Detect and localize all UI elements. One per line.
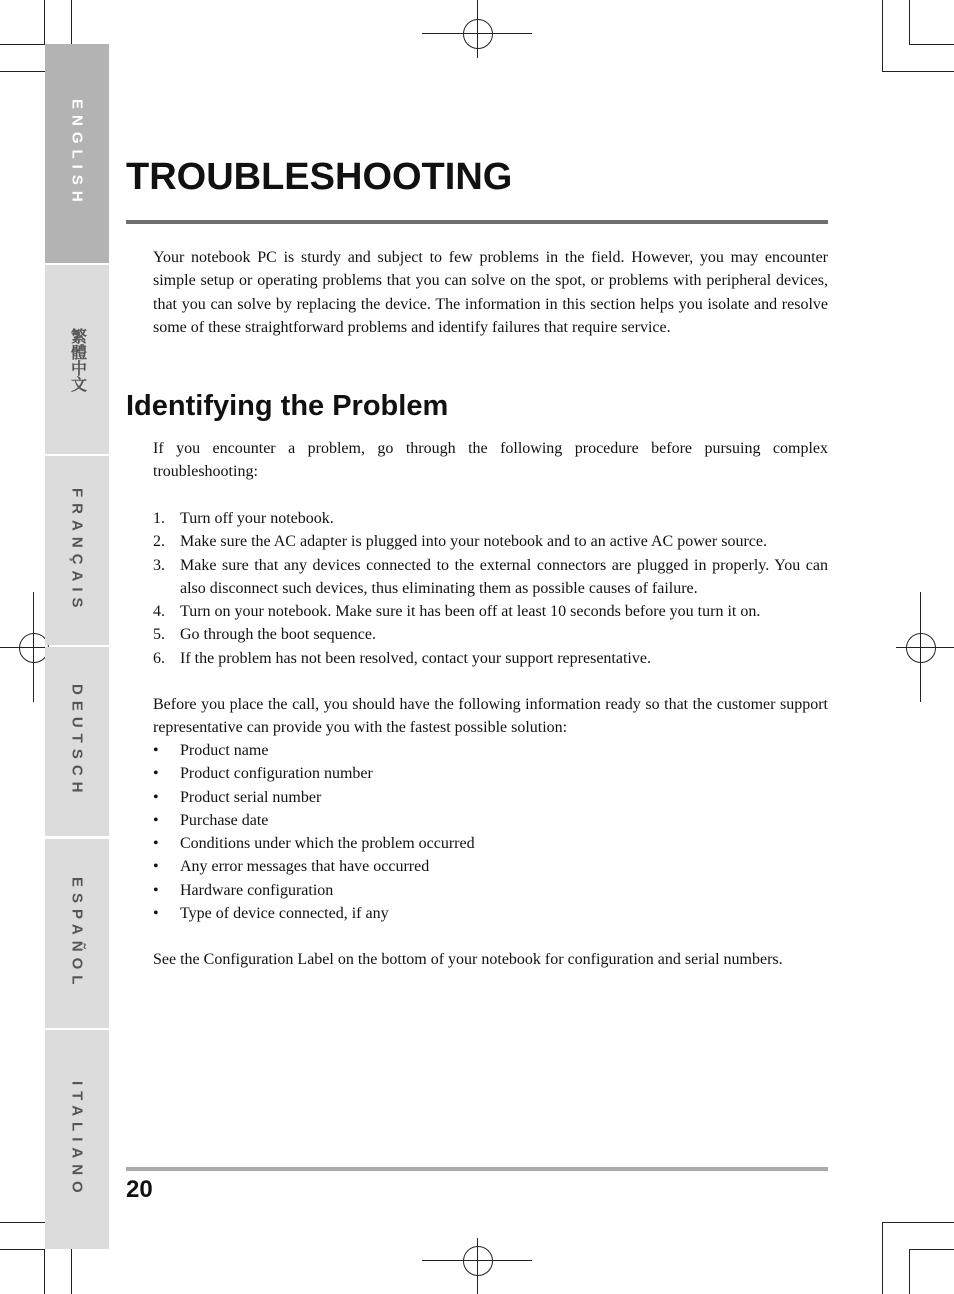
- bullet-icon: •: [153, 788, 159, 806]
- bullet-icon: •: [153, 858, 159, 876]
- list-item: [153, 786, 828, 809]
- bullet-text: Product configuration number: [180, 765, 373, 783]
- registration-circle: [906, 633, 936, 663]
- list-item: [153, 809, 828, 832]
- crop-mark: [44, 1249, 45, 1294]
- call-intro-paragraph: Before you place the call, you should have the following information ready so that the customer support representative can provide you with the fastest possible solution:: [153, 696, 828, 737]
- tab-label: FRANÇAIS: [68, 487, 86, 614]
- language-tabs: [45, 44, 109, 1249]
- registration-circle: [463, 19, 493, 49]
- tab-traditional-chinese[interactable]: [45, 265, 109, 454]
- bullet-icon: •: [153, 811, 159, 829]
- step-text: Turn on your notebook. Make sure it has been off at least 10 seconds before you turn it on.: [180, 603, 761, 621]
- info-checklist: [153, 739, 828, 925]
- crop-mark: [909, 0, 910, 45]
- crop-mark: [882, 0, 883, 72]
- tab-label: 繁體中文: [68, 327, 86, 392]
- step-number: 1.: [153, 510, 165, 527]
- step-text: Turn off your notebook.: [180, 510, 334, 527]
- tab-label: ESPAÑOL: [68, 876, 86, 991]
- bullet-text: Type of device connected, if any: [180, 905, 389, 923]
- crop-mark: [882, 1222, 954, 1223]
- footer-divider: [126, 1167, 828, 1171]
- bullet-icon: •: [153, 742, 159, 759]
- step-number: 2.: [153, 533, 165, 551]
- crop-mark: [44, 0, 45, 45]
- list-item: [153, 554, 828, 601]
- section-intro: If you encounter a problem, go through the following procedure before pursuing complex troubleshooting:: [153, 440, 828, 481]
- step-number: 3.: [153, 556, 165, 574]
- step-number: 6.: [153, 649, 165, 667]
- crop-mark: [909, 1249, 910, 1294]
- step-number: 4.: [153, 603, 165, 621]
- list-item: [153, 600, 828, 623]
- list-item: [153, 855, 828, 878]
- bullet-icon: •: [153, 765, 159, 783]
- list-item: [153, 902, 828, 925]
- bullet-icon: •: [153, 905, 159, 923]
- tab-label: ITALIANO: [68, 1080, 86, 1199]
- tab-english[interactable]: [45, 44, 109, 263]
- tab-label: ENGLISH: [68, 99, 86, 208]
- page-number: 20: [126, 1176, 153, 1203]
- step-text: If the problem has not been resolved, contact your support representative.: [180, 649, 651, 667]
- list-item: [153, 739, 828, 762]
- crop-mark: [909, 44, 954, 45]
- bullet-text: Product serial number: [180, 788, 322, 806]
- step-number: 5.: [153, 626, 165, 644]
- intro-paragraph: Your notebook PC is sturdy and subject to few problems in the field. However, you may encounter simple setup or operating problems that you can solve on the spot, or problems with peripheral devices, that you can solve by replacing the device. The information in this section helps you isolate and resolve some of these straightforward problems and identify failures that require service.: [153, 249, 828, 336]
- procedure-steps: [153, 507, 828, 670]
- crop-mark: [0, 44, 45, 45]
- closing-paragraph: See the Configuration Label on the bottom of your notebook for configuration and serial numbers.: [153, 951, 783, 968]
- list-item: [153, 623, 828, 646]
- bullet-icon: •: [153, 835, 159, 853]
- tab-italiano[interactable]: [45, 1030, 109, 1249]
- crop-mark: [0, 1249, 45, 1250]
- registration-circle: [463, 1246, 493, 1276]
- tab-francais[interactable]: [45, 456, 109, 645]
- list-item: [153, 507, 828, 530]
- tab-label: DEUTSCH: [68, 684, 86, 799]
- bullet-text: Product name: [180, 742, 269, 759]
- list-item: [153, 647, 828, 670]
- tab-deutsch[interactable]: [45, 647, 109, 836]
- crop-mark: [882, 1222, 883, 1294]
- list-item: [153, 832, 828, 855]
- bullet-text: Hardware configuration: [180, 881, 334, 899]
- list-item: [153, 530, 828, 553]
- list-item: [153, 762, 828, 785]
- bullet-icon: •: [153, 881, 159, 899]
- page-title: TROUBLESHOOTING: [126, 156, 513, 198]
- bullet-text: Purchase date: [180, 811, 269, 829]
- bullet-text: Conditions under which the problem occurred: [180, 835, 475, 853]
- step-text: Make sure the AC adapter is plugged into your notebook and to an active AC power source.: [180, 533, 767, 551]
- tab-espanol[interactable]: [45, 839, 109, 1028]
- title-divider: [126, 220, 828, 224]
- step-text: Go through the boot sequence.: [180, 626, 376, 644]
- crop-mark: [882, 71, 954, 72]
- step-text: Make sure that any devices connected to the external connectors are plugged in properly. You can also disconnect such devices, thus eliminating them as possible causes of failure.: [180, 556, 828, 597]
- list-item: [153, 879, 828, 902]
- crop-mark: [909, 1249, 954, 1250]
- section-heading: Identifying the Problem: [126, 390, 449, 422]
- bullet-text: Any error messages that have occurred: [180, 858, 430, 876]
